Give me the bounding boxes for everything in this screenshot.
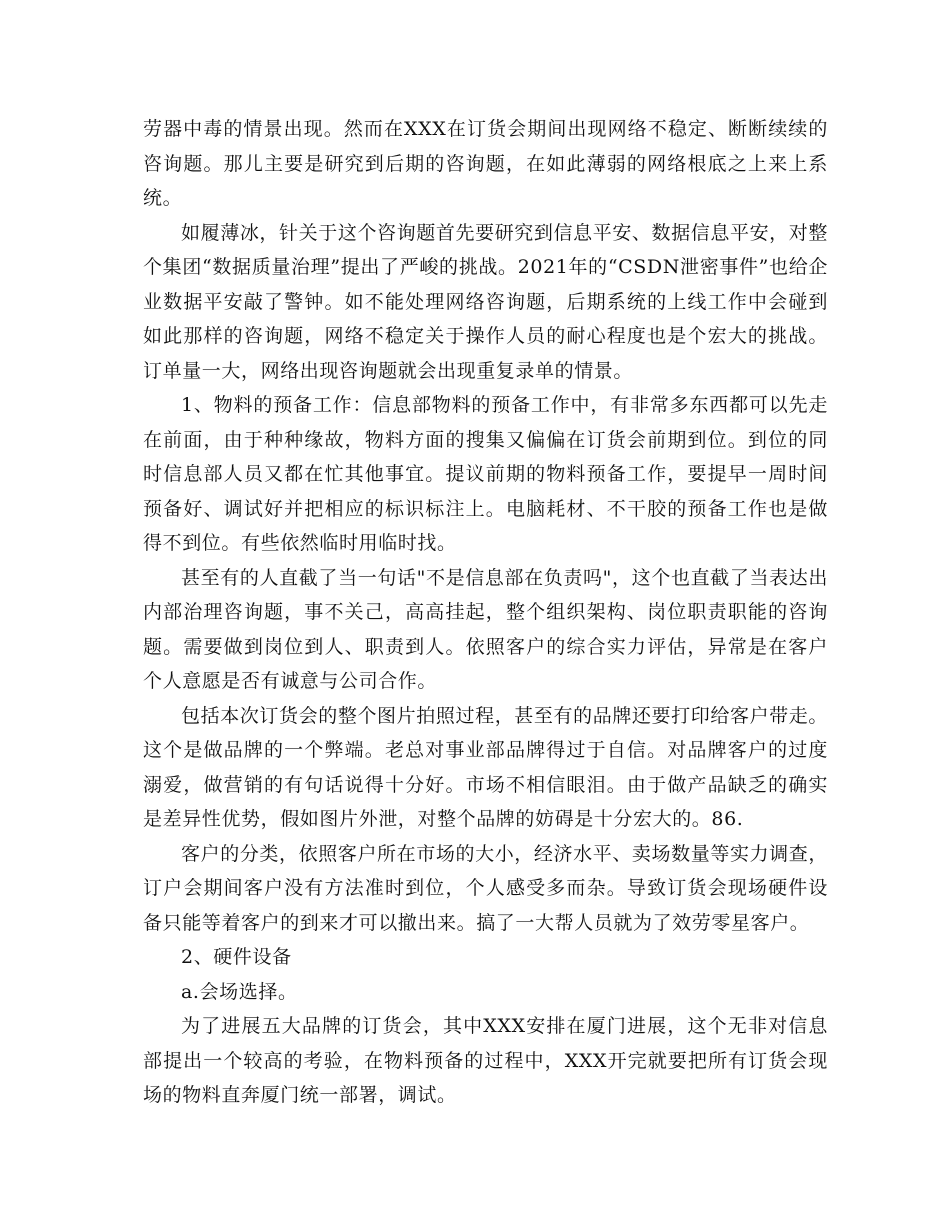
paragraph-7: 为了进展五大品牌的订货会，其中XXX安排在厦门进展，这个无非对信息部提出一个较高的考验，在物料预备的过程中，XXX开完就要把所有订货会现场的物料直奔厦门统一部署，调试。 [143, 1015, 828, 1106]
section-heading-hardware: 2、硬件设备 [181, 946, 292, 968]
paragraph-5: 包括本次订货会的整个图片拍照过程，甚至有的品牌还要打印给客户带走。这个是做品牌的一个弊端。老总对事业部品牌得过于自信。对品牌客户的过度溺爱，做营销的有句话说得十分好。市场不相信眼泪。由于做产品缺乏的确实是差异性优势，假如图片外泄，对整个品牌的妨碍是十分宏大的。86. [143, 704, 828, 830]
paragraph-4: 甚至有的人直截了当一句话"不是信息部在负责吗"，这个也直截了当表达出内部治理咨询题，事不关己，高高挂起，整个组织架构、岗位职责职能的咨询题。需要做到岗位到人、职责到人。依照客户的综合实力评估，异常是在客户个人意愿是否有诚意与公司合作。 [143, 566, 828, 692]
paragraph-1: 劳器中毒的情景出现。然而在XXX在订货会期间出现网络不稳定、断断续续的咨询题。那儿主要是研究到后期的咨询题，在如此薄弱的网络根底之上来上系统。 [143, 118, 828, 209]
paragraph-2: 如履薄冰，针关于这个咨询题首先要研究到信息平安、数据信息平安，对整个集团“数据质量治理”提出了严峻的挑战。2021年的“CSDN泄密事件”也给企业数据平安敲了警钟。如不能处理网络咨询题，后期系统的上线工作中会碰到如此那样的咨询题，网络不稳定关于操作人员的耐心程度也是个宏大的挑战。订单量一大，网络出现咨询题就会出现重复录单的情景。 [143, 221, 828, 382]
paragraph-3: 1、物料的预备工作：信息部物料的预备工作中，有非常多东西都可以先走在前面，由于种种缘故，物料方面的搜集又偏偏在订货会前期到位。到位的同时信息部人员又都在忙其他事宜。提议前期的物料预备工作，要提早一周时间预备好、调试好并把相应的标识标注上。电脑耗材、不干胶的预备工作也是做得不到位。有些依然临时用临时找。 [143, 394, 828, 554]
paragraph-6: 客户的分类，依照客户所在市场的大小，经济水平、卖场数量等实力调查，订户会期间客户没有方法准时到位，个人感受多而杂。导致订货会现场硬件设备只能等着客户的到来才可以撤出来。搞了一大帮人员就为了效劳零星客户。 [143, 842, 828, 934]
subsection-heading-venue: a.会场选择。 [181, 980, 298, 1003]
document-body [143, 112, 828, 1113]
